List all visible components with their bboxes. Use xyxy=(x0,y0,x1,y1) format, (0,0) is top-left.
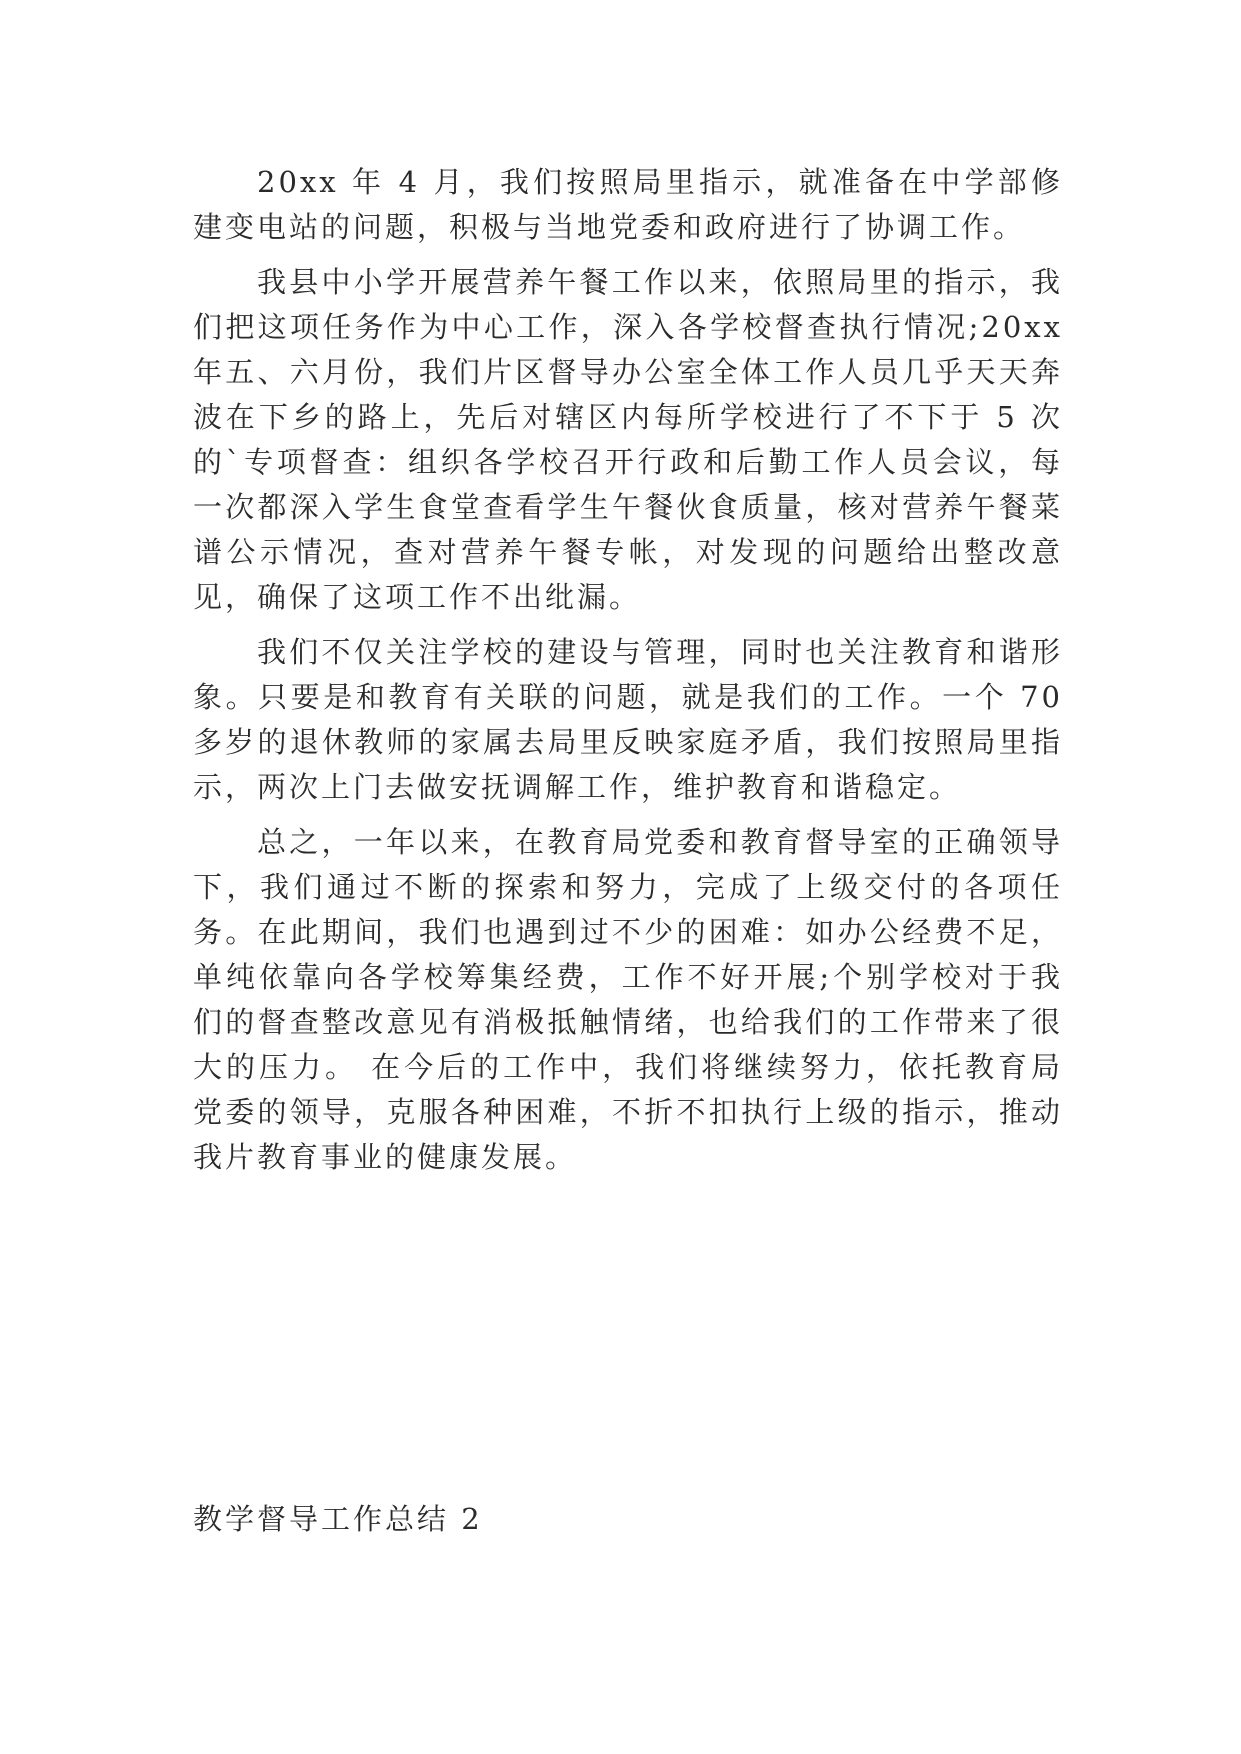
paragraph-summary: 总之，一年以来，在教育局党委和教育督导室的正确领导下，我们通过不断的探索和努力，完成了上级交付的各项任务。在此期间，我们也遇到过不少的困难：如办公经费不足，单纯依靠向各学校筹集经费，工作不好开展;个别学校对于我们的督查整改意见有消极抵触情绪，也给我们的工作带来了很大的压力。 在今后的工作中，我们将继续努力，依托教育局党委的领导，克服各种困难，不折不扣执行上级的指示，推动我片教育事业的健康发展。 xyxy=(193,825,1063,1174)
document-body xyxy=(193,160,1063,1190)
section-heading: 教学督导工作总结 2 xyxy=(193,1502,483,1536)
paragraph-education-harmony: 我们不仅关注学校的建设与管理，同时也关注教育和谐形象。只要是和教育有关联的问题，就是我们的工作。一个 70 多岁的退休教师的家属去局里反映家庭矛盾，我们按照局里指示，两次上门去做安抚调解工作，维护教育和谐稳定。 xyxy=(193,635,1063,804)
paragraph-substation: 20xx 年 4 月，我们按照局里指示，就准备在中学部修建变电站的问题，积极与当地党委和政府进行了协调工作。 xyxy=(193,165,1063,244)
paragraph-nutrition-lunch: 我县中小学开展营养午餐工作以来，依照局里的指示，我们把这项任务作为中心工作，深入各学校督查执行情况;20xx 年五、六月份，我们片区督导办公室全体工作人员几乎天天奔波在下乡的路上，先后对辖区内每所学校进行了不下于 5 次的`专项督查：组织各学校召开行政和后勤工作人员会议，每一次都深入学生食堂查看学生午餐伙食质量，核对营养午餐菜谱公示情况，查对营养午餐专帐，对发现的问题给出整改意见，确保了这项工作不出纰漏。 xyxy=(193,265,1063,614)
